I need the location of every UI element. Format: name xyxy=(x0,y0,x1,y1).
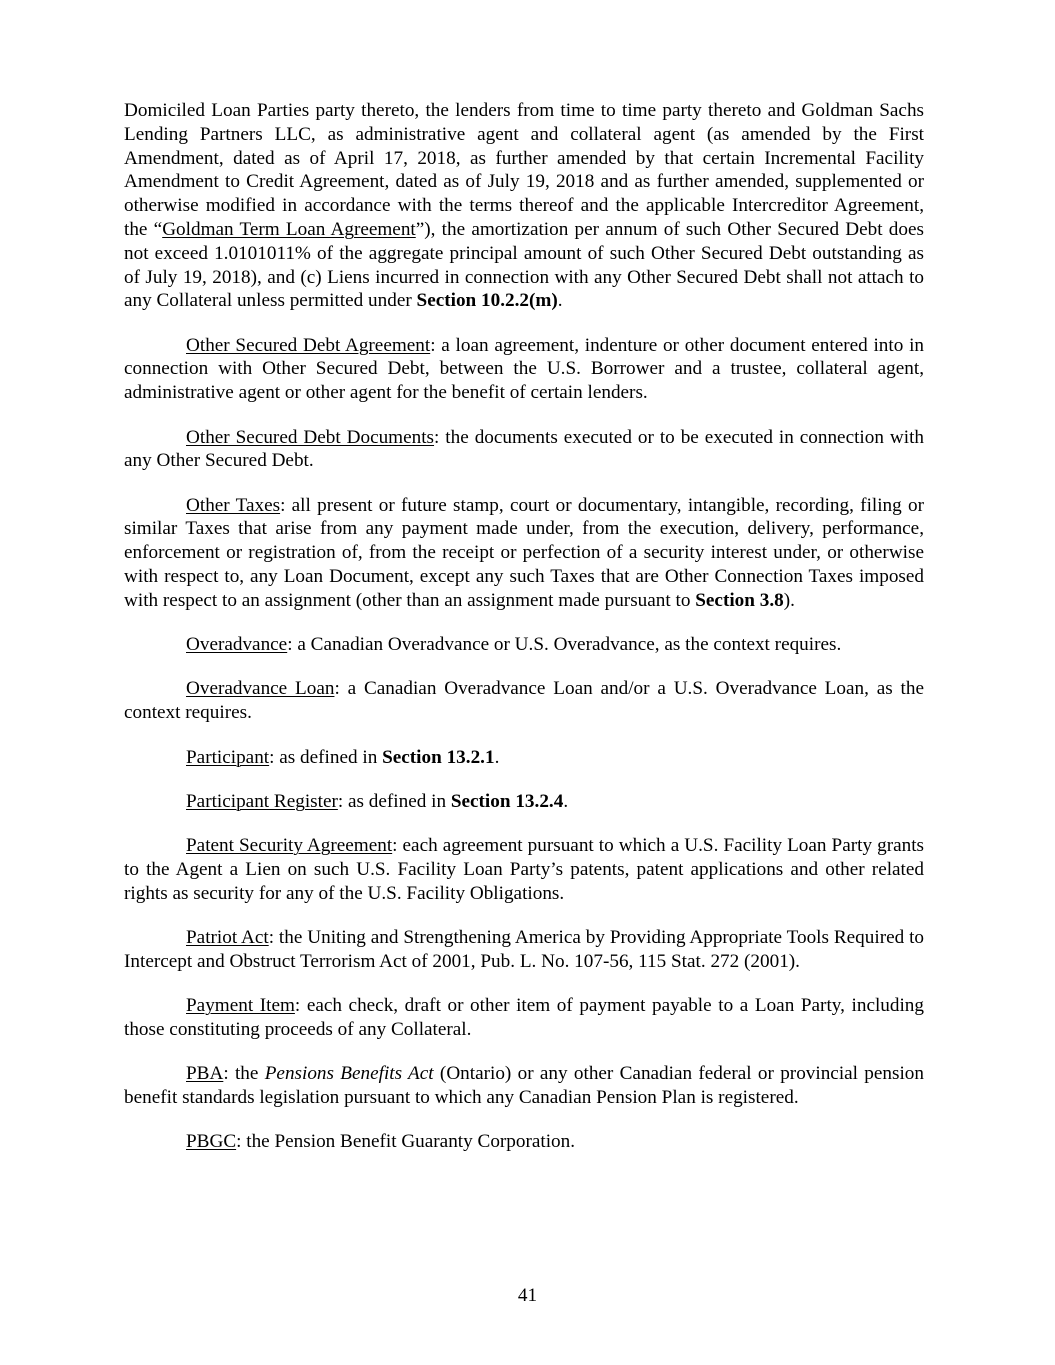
definition-text: ). xyxy=(783,589,795,611)
definition-text: : the documents executed or to be executed in connection with any Other Secured Debt. xyxy=(124,426,924,472)
defined-term: Other Taxes xyxy=(186,494,281,516)
definition-text: : the Pension Benefit Guaranty Corporation. xyxy=(236,1131,576,1153)
text-run: . xyxy=(557,290,563,312)
defined-term: Overadvance Loan xyxy=(186,678,335,700)
definition-text: : a Canadian Overadvance or U.S. Overadvance, as the context requires. xyxy=(287,634,842,656)
definition-other-secured-debt-agreement xyxy=(124,334,924,405)
definition-text: (Ontario) or any other Canadian federal or provincial pension benefit standards legislation pursuant to which any Canadian Pension Plan is registered. xyxy=(124,1063,924,1108)
page-body xyxy=(124,99,924,1175)
defined-term: Participant Register xyxy=(186,790,338,812)
defined-term: Other Secured Debt Documents xyxy=(186,426,435,448)
definition-text: : the Uniting and Strengthening America by Providing Appropriate Tools Required to Intercept and Obstruct Terrorism Act of 2001, Pub. L. No. 107-56, 115 Stat. 272 (2001). xyxy=(124,927,925,972)
definition-text: . xyxy=(494,746,500,768)
page-number: 41 xyxy=(517,1285,538,1306)
definition-text: : as defined in xyxy=(269,746,383,768)
definition-participant xyxy=(124,746,924,770)
defined-term-goldman-term-loan-agreement: Goldman Term Loan Agreement xyxy=(162,218,416,240)
statute-name: Pensions Benefits Act xyxy=(264,1063,434,1085)
definition-text: : a loan agreement, indenture or other document entered into in connection with Other Secured Debt, between the U.S. Borrower and a trustee, collateral agent, administrative agent or other agent for the benefit of certain lenders. xyxy=(124,334,924,404)
definition-participant-register xyxy=(124,790,924,814)
defined-term: Overadvance xyxy=(186,634,288,656)
definition-text: . xyxy=(563,790,569,812)
definition-overadvance-loan xyxy=(124,677,924,725)
section-reference: Section 13.2.4 xyxy=(450,790,564,812)
defined-term: PBGC xyxy=(186,1131,237,1153)
definition-payment-item xyxy=(124,994,924,1042)
definition-pbgc xyxy=(124,1130,924,1154)
definition-overadvance xyxy=(124,633,924,657)
defined-term: Participant xyxy=(186,746,270,768)
definition-text: : all present or future stamp, court or documentary, intangible, recording, filing or similar Taxes that arise from any payment made under, from the execution, delivery, performance, enforcement or registration of, from the receipt or perfection of a security interest under, or otherwise with respect to, any Loan Document, except any such Taxes that are Other Connection Taxes imposed with respect to an assignment (other than an assignment made pursuant to xyxy=(124,494,924,611)
definition-text: : each agreement pursuant to which a U.S. Facility Loan Party grants to the Agent a Lien on such U.S. Facility Loan Party’s patents, patent applications and other related rights as security for any of the U.S. Facility Obligations. xyxy=(124,835,924,904)
defined-term: Patent Security Agreement xyxy=(186,835,393,857)
defined-term: Other Secured Debt Agreement xyxy=(186,334,431,356)
defined-term: PBA xyxy=(186,1063,224,1085)
definition-pba xyxy=(124,1062,924,1110)
section-reference: Section 13.2.1 xyxy=(382,746,495,768)
text-run: Domiciled Loan Parties party thereto, the lenders from time to time party thereto and Goldman Sachs Lending Partners LLC, as administrative agent and collateral agent (as amended by the First Amendment, dated as of April 17, 2018, as further amended by that certain Incremental Facility Amendment to Credit Agreement, dated as of July 19, 2018 and as further amended, supplemented or otherwise modified in accordance with the terms thereof and the applicable Intercreditor Agreement, the “ xyxy=(124,100,924,240)
definition-text: : the xyxy=(223,1063,265,1085)
definition-other-secured-debt-documents xyxy=(124,426,924,474)
paragraph-goldman-term-loan-continuation xyxy=(124,99,924,313)
text-run: ”), the amortization per annum of such Other Secured Debt does not exceed 1.0101011% of the aggregate principal amount of such Other Secured Debt outstanding as of July 19, 2018), and (c) Liens incurred in connection with any Other Secured Debt shall not attach to any Collateral unless permitted under xyxy=(124,218,924,312)
defined-term: Payment Item xyxy=(186,995,295,1017)
defined-term: Patriot Act xyxy=(186,927,269,949)
definition-text: : as defined in xyxy=(337,790,451,812)
definition-patriot-act xyxy=(124,926,924,974)
definition-text: : a Canadian Overadvance Loan and/or a U.S. Overadvance Loan, as the context requires. xyxy=(124,678,924,724)
definition-text: : each check, draft or other item of payment payable to a Loan Party, including those constituting proceeds of any Collateral. xyxy=(124,995,924,1040)
section-reference: Section 3.8 xyxy=(695,589,784,611)
section-reference: Section 10.2.2(m) xyxy=(416,290,558,312)
definition-patent-security-agreement xyxy=(124,834,924,905)
definition-other-taxes xyxy=(124,494,924,613)
